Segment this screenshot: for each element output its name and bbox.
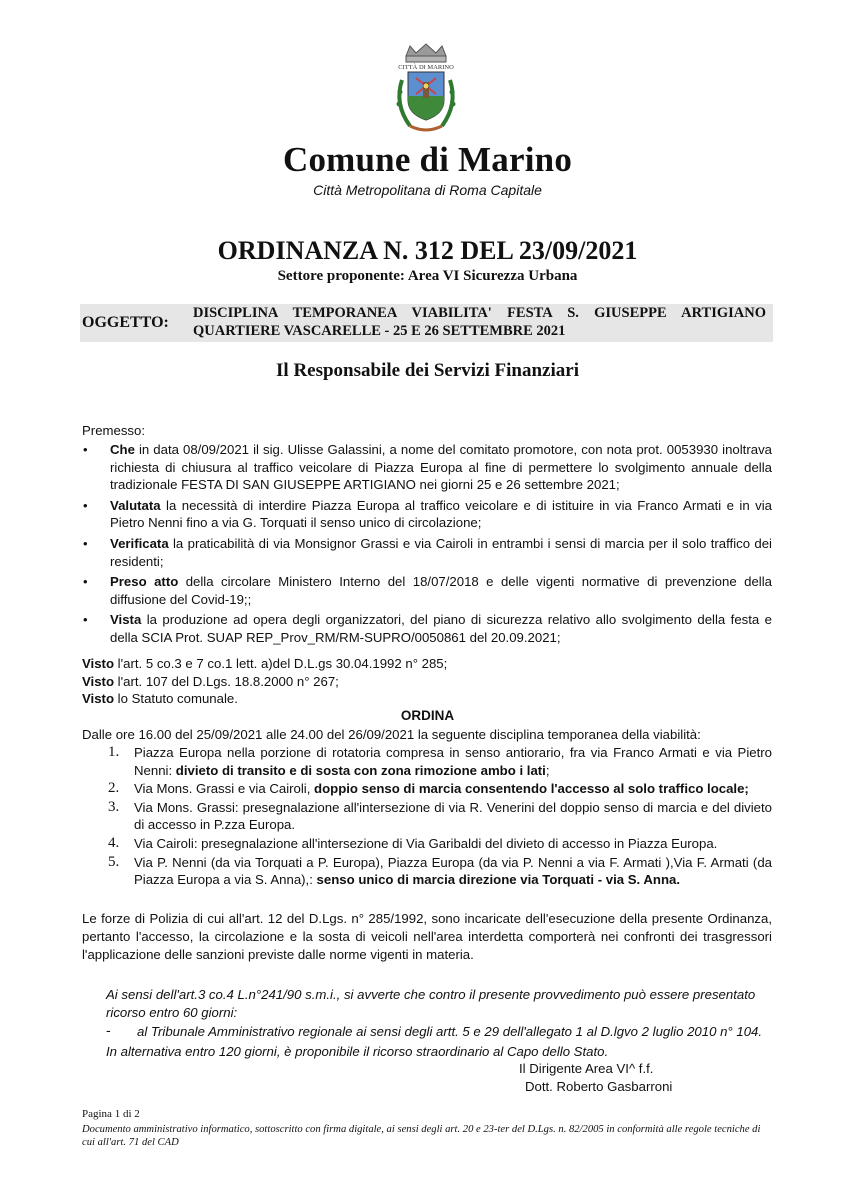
item-number: 3.	[108, 798, 120, 815]
appeal-dash: -	[106, 1022, 111, 1038]
appeal-intro: Ai sensi dell'art.3 co.4 L.n°241/90 s.m.i., si avverte che contro il presente provvedimento può essere presentato ricorso entro 60 giorni:	[106, 987, 756, 1020]
list-item	[106, 835, 772, 853]
list-item	[106, 854, 772, 889]
police-paragraph: Le forze di Polizia di cui all'art. 12 del D.Lgs. n° 285/1992, sono incaricate dell'esecuzione della presente Ordinanza, pertanto l'accesso, la circolazione e la sosta di veicoli nell'area interdetta comporterà nei confronti dei trasgressori l'applicazione delle sanzioni previste dalle norme vigenti in materia.	[82, 911, 772, 962]
order-bold: doppio senso di marcia consentendo l'accesso al solo traffico locale;	[314, 781, 749, 797]
bullet-icon: •	[83, 442, 88, 457]
order-text: Via Mons. Grassi e via Cairoli,	[134, 781, 315, 797]
premise-lead: Verificata	[110, 535, 169, 551]
item-number: 2.	[108, 780, 120, 797]
visto-line	[82, 655, 772, 673]
responsible-heading: Il Responsabile dei Servizi Finanziari	[276, 360, 579, 381]
list-item	[106, 744, 772, 779]
order-bold: senso unico di marcia direzione via Torquati - via S. Anna.	[316, 872, 681, 888]
premise-text: in data 08/09/2021 il sig. Ulisse Galassini, a nome del comitato promotore, con nota prot. 0053930 inoltrava richiesta di chiusura al traffico veicolare di Piazza Europa al fine di permettere lo svolgimento annuale della tradizionale FESTA DI SAN GIUSEPPE ARTIGIANO nei giorni 25 e 26 settembre 2021;	[110, 442, 772, 493]
order-heading: ORDINA	[400, 708, 455, 723]
visto-text: lo Statuto comunale.	[114, 691, 238, 707]
list-item	[82, 611, 772, 646]
bullet-icon: •	[83, 535, 88, 551]
order-text: Via Cairoli: presegnalazione all'intersezione di Via Garibaldi del divieto di accesso in Piazza Europa.	[134, 835, 718, 851]
ordinance-title: ORDINANZA N. 312 DEL 23/09/2021	[217, 236, 638, 265]
list-item	[106, 780, 772, 798]
visto-lead: Visto	[82, 673, 115, 689]
appeal-tar: al Tribunale Amministrativo regionale ai sensi degli artt. 5 e 29 dell'allegato 1 al D.lgvo 2 luglio 2010 n° 104.	[137, 1024, 763, 1039]
municipality-region: Città Metropolitana di Roma Capitale	[313, 182, 542, 198]
signatory-role: Il Dirigente Area VI^ f.f.	[519, 1061, 654, 1076]
premises-list	[82, 441, 772, 650]
order-intro: Dalle ore 16.00 del 25/09/2021 alle 24.00 del 26/09/2021 la seguente disciplina temporanea della viabilità:	[82, 727, 701, 742]
ordinance-sector: Settore proponente: Area VI Sicurezza Urbana	[277, 268, 578, 284]
premise-lead: Valutata	[110, 497, 161, 513]
premise-text: della circolare Ministero Interno del 18/07/2018 e delle vigenti normative di prevenzione della diffusione del Covid-19;;	[110, 574, 772, 607]
visto-line	[82, 690, 772, 708]
item-number: 1.	[108, 744, 120, 760]
visto-text: l'art. 5 co.3 e 7 co.1 lett. a)del D.L.gs 30.04.1992 n° 285;	[114, 656, 448, 671]
premise-lead: Preso atto	[110, 574, 179, 590]
visto-text: l'art. 107 del D.Lgs. 18.8.2000 n° 267;	[114, 673, 339, 689]
list-item	[82, 497, 772, 532]
bullet-icon: •	[83, 497, 88, 513]
subject-label: OGGETTO:	[82, 314, 169, 331]
list-item	[82, 441, 772, 494]
appeal-alternative: In alternativa entro 120 giorni, è proponibile il ricorso straordinario al Capo dello Stato.	[106, 1044, 609, 1059]
item-number: 5.	[108, 853, 120, 870]
order-text: Via Mons. Grassi: presegnalazione all'intersezione di via R. Venerini del doppio senso di marcia e del divieto di accesso in P.zza Europa.	[134, 799, 772, 833]
visto-lead: Visto	[82, 691, 115, 707]
visti-block	[82, 655, 772, 708]
premises-heading: Premesso:	[82, 423, 146, 438]
list-item	[82, 573, 772, 608]
crest-caption: CITTÀ DI MARINO	[398, 64, 454, 71]
item-number: 4.	[108, 834, 120, 851]
crest-emblem-icon	[380, 42, 472, 138]
order-text: Piazza Europa nella porzione di rotatoria compresa in senso antiorario, fra via Franco Armati e via Pietro Nenni:	[134, 745, 772, 778]
bullet-icon: •	[83, 574, 88, 590]
municipal-crest	[380, 42, 472, 138]
visto-line	[82, 673, 772, 691]
order-list	[106, 744, 772, 890]
premise-text: la praticabilità di via Monsignor Grassi e via Cairoli in entrambi i sensi di marcia per il solo traffico dei residenti;	[110, 535, 772, 569]
order-text: Via P. Nenni (da via Torquati a P. Europa), Piazza Europa (da via P. Nenni a via F. Armati ),Via F. Armati (da Piazza Europa a via S. Anna),:	[134, 854, 772, 888]
signatory-name: Dott. Roberto Gasbarroni	[525, 1079, 673, 1094]
list-item	[106, 799, 772, 834]
footer-note: Documento amministrativo informatico, sottoscritto con firma digitale, ai sensi degli art. 20 e 23-ter del D.Lgs. n. 82/2005 in conformità alle regole tecniche di cui all'art. 71 del CAD	[82, 1124, 761, 1148]
subject-text: DISCIPLINA TEMPORANEA VIABILITA' FESTA S. GIUSEPPE ARTIGIANO QUARTIERE VASCARELLE - 25 E 26 SETTEMBRE 2021	[193, 305, 766, 339]
premise-lead: Che	[110, 442, 135, 457]
premise-text: la necessità di interdire Piazza Europa al traffico veicolare e di istituire in via Franco Armati e in via Pietro Nenni fino a via G. Torquati il senso unico di circolazione;	[110, 497, 772, 531]
visto-lead: Visto	[82, 656, 115, 671]
order-bold: divieto di transito e di sosta con zona rimozione ambo i lati	[175, 762, 546, 778]
order-after: ;	[545, 762, 550, 778]
list-item	[82, 535, 772, 570]
premise-lead: Vista	[110, 612, 142, 628]
page-number: Pagina 1 di 2	[82, 1108, 140, 1120]
premise-text: la produzione ad opera degli organizzatori, del piano di sicurezza relativo allo svolgimento della festa e della SCIA Prot. SUAP REP_Prov_RM/RM-SUPRO/0050861 del 20.09.2021;	[110, 612, 772, 645]
municipality-name: Comune di Marino	[282, 140, 573, 179]
bullet-icon: •	[83, 612, 88, 628]
